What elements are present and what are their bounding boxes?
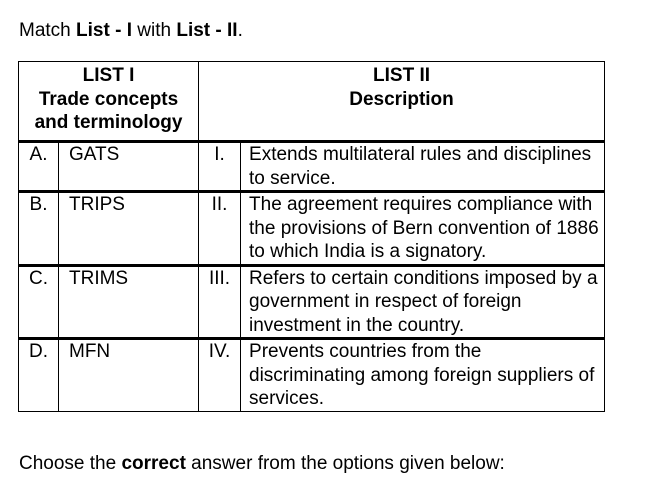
trade-concept: GATS (59, 142, 199, 192)
list-1-subtitle-line-1: Trade concepts (38, 88, 179, 110)
instruction-suffix: . (237, 20, 243, 41)
row-label: B. (19, 192, 59, 266)
answer-instruction-suffix: answer from the options given below: (185, 453, 505, 474)
trade-concept: TRIMS (59, 265, 199, 339)
list-2-header (199, 62, 605, 142)
description-number: I. (199, 142, 241, 192)
table-header-row (19, 62, 605, 142)
description-text: Prevents countries from the discriminating among foreign suppliers of services. (241, 339, 605, 412)
instruction-middle: with (131, 20, 177, 41)
answer-instruction-prefix: Choose the (19, 453, 122, 474)
list-1-subtitle-line-2: and terminology (34, 112, 183, 133)
row-label: D. (19, 339, 59, 412)
list-2-reference: List - II (176, 20, 238, 41)
row-label: A. (19, 142, 59, 192)
description-text: Extends multilateral rules and disciplines to service. (241, 142, 605, 192)
row-label: C. (19, 265, 59, 339)
list-1-title: LIST I (82, 65, 135, 86)
description-text: The agreement requires compliance with the provisions of Bern convention of 1886 to which India is a signatory. (241, 192, 605, 266)
list-1-header (19, 62, 199, 142)
table-row (19, 339, 605, 412)
description-number: IV. (199, 339, 241, 412)
match-table (18, 61, 605, 412)
table-row (19, 142, 605, 192)
trade-concept: TRIPS (59, 192, 199, 266)
description-number: II. (199, 192, 241, 266)
list-2-title: LIST II (373, 65, 431, 86)
question-instruction (19, 20, 243, 42)
table-row (19, 192, 605, 266)
description-text: Refers to certain conditions imposed by a government in respect of foreign investment in the country. (241, 265, 605, 339)
trade-concept: MFN (59, 339, 199, 412)
answer-instruction-emphasis: correct (121, 453, 186, 474)
table-row (19, 265, 605, 339)
instruction-prefix: Match (19, 20, 77, 41)
description-number: III. (199, 265, 241, 339)
list-2-subtitle: Description (349, 88, 454, 110)
list-1-reference: List - I (76, 20, 132, 41)
answer-instruction (19, 453, 505, 475)
